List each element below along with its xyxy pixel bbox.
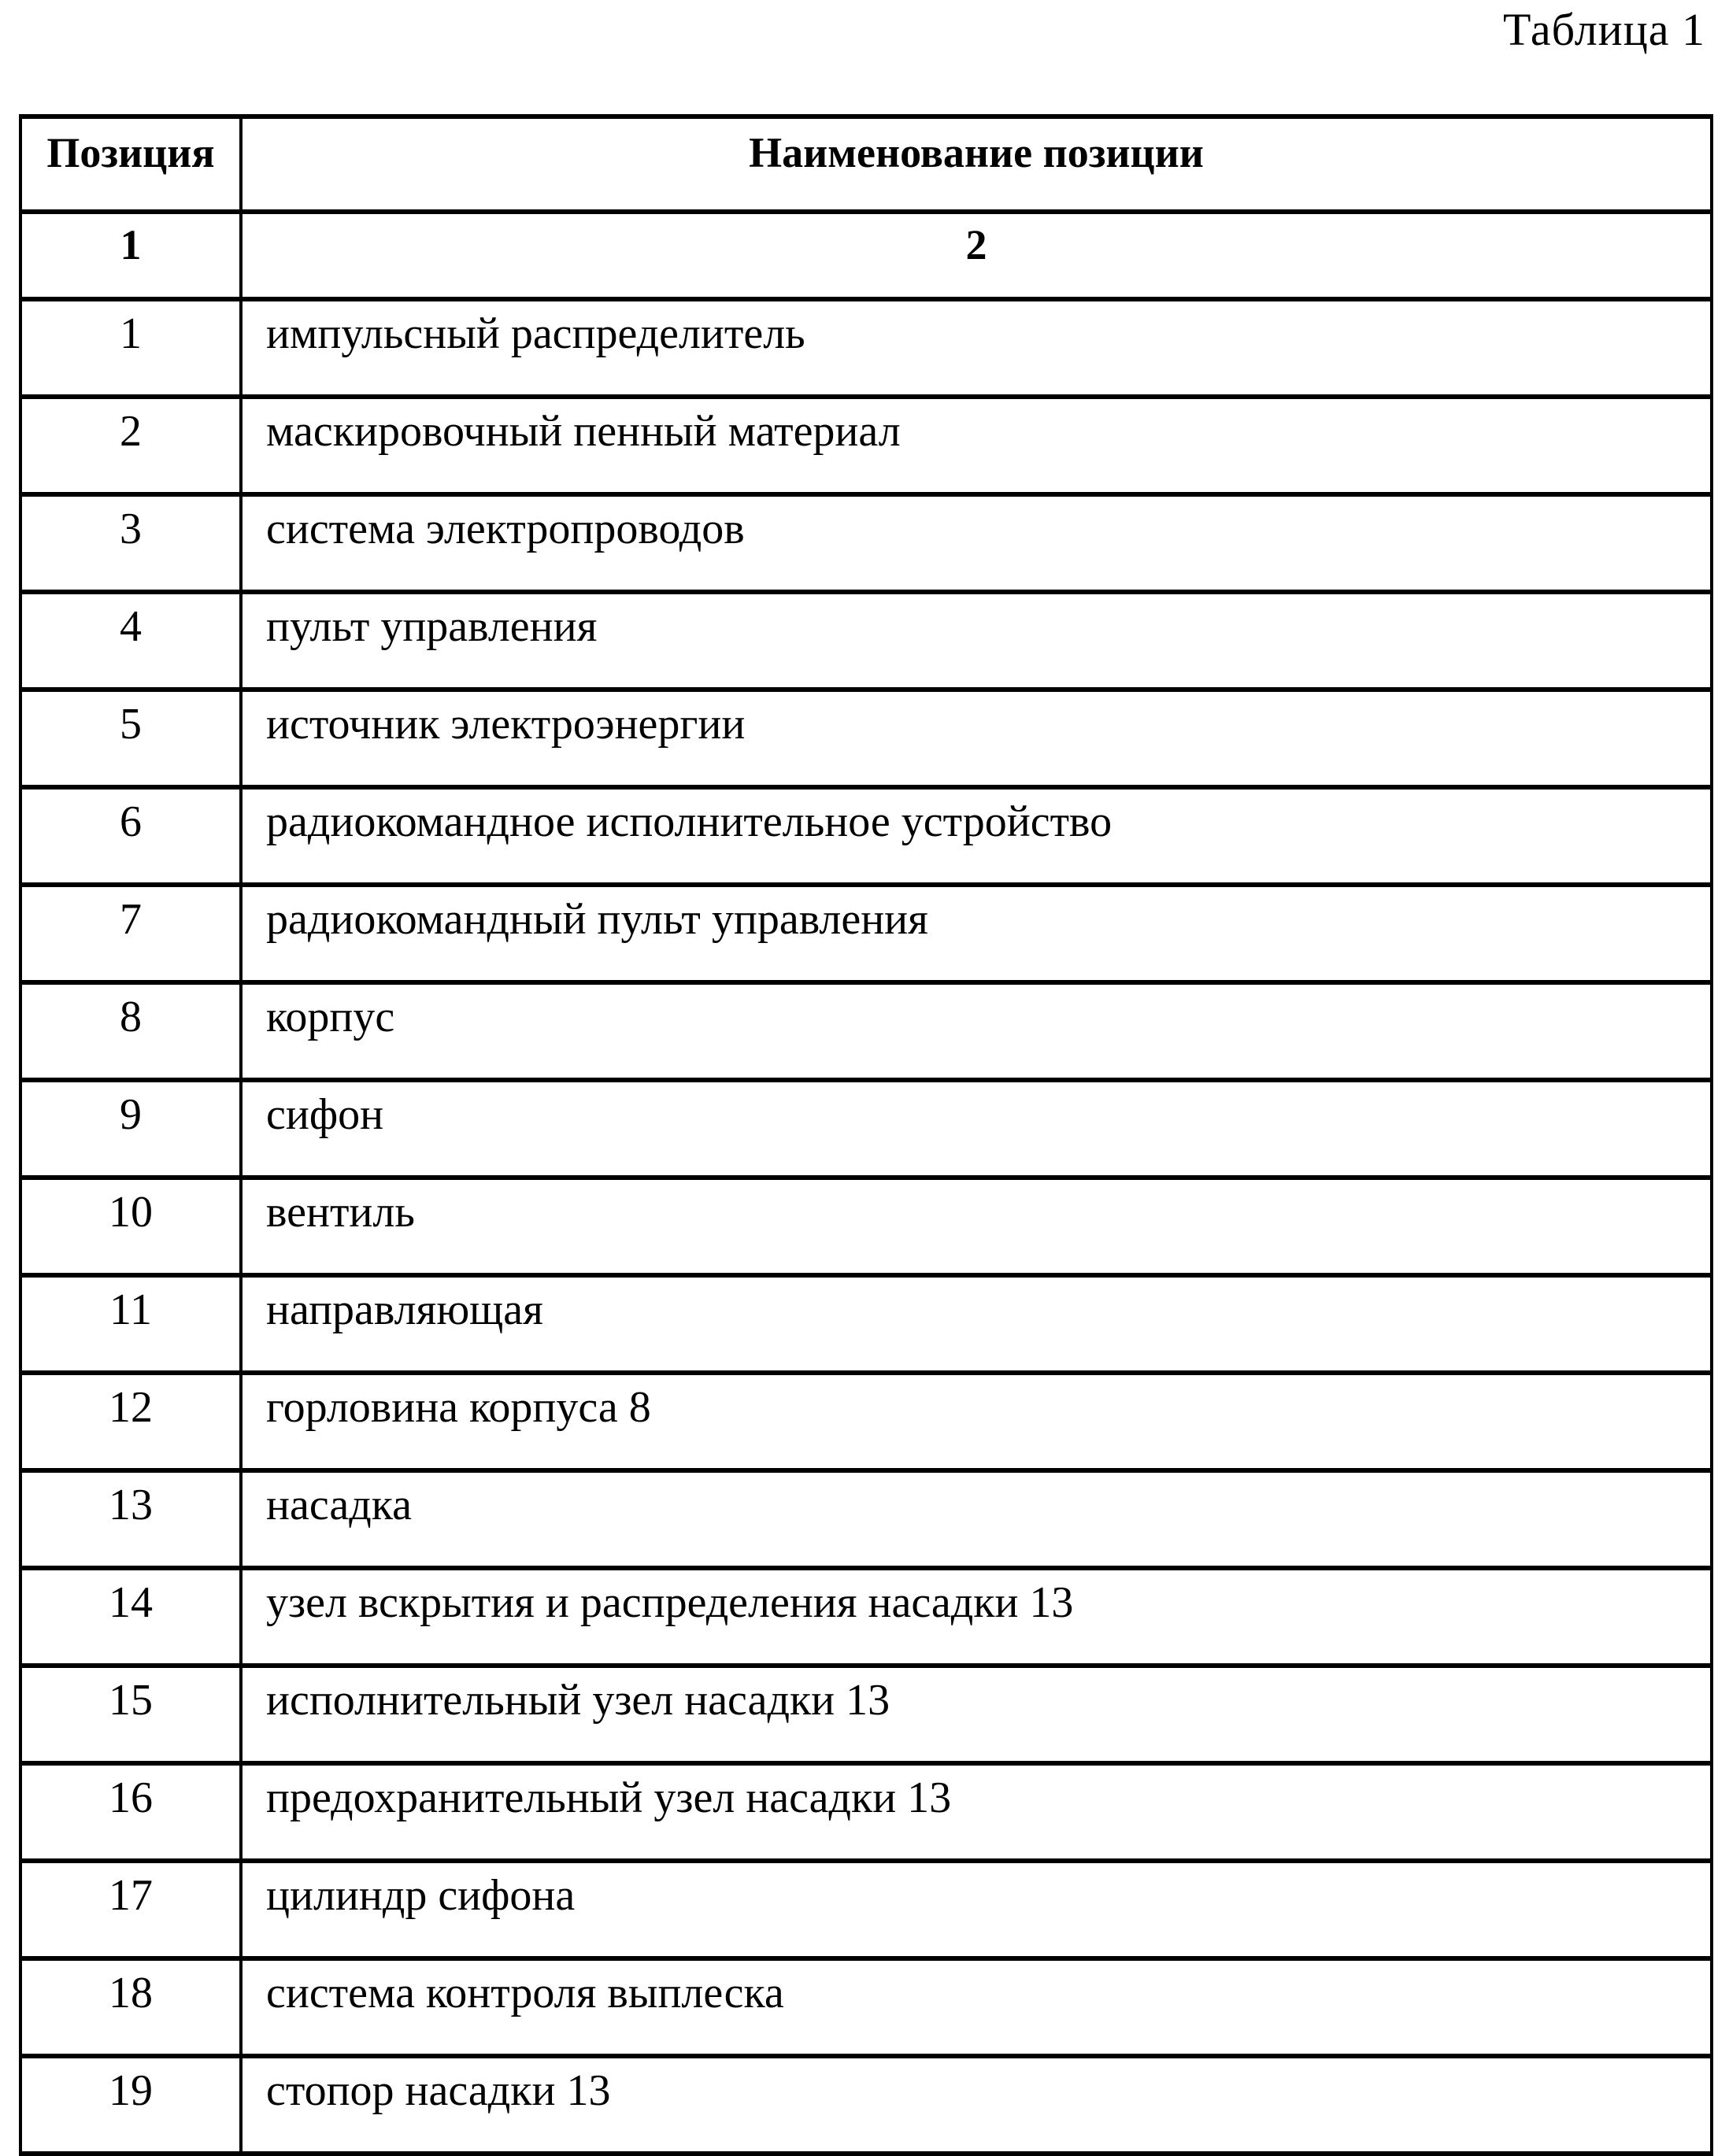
position-cell: 10 [20, 1178, 241, 1275]
table-row [20, 592, 1712, 690]
table-header-row [20, 116, 1712, 212]
table-row [20, 299, 1712, 397]
table-row [20, 1861, 1712, 1958]
name-cell: направляющая [241, 1275, 1712, 1373]
name-cell: радиокомандный пульт управления [241, 885, 1712, 982]
position-cell: 18 [20, 1958, 241, 2056]
position-cell: 16 [20, 1763, 241, 1861]
name-cell: горловина корпуса 8 [241, 1373, 1712, 1470]
position-cell: 8 [20, 982, 241, 1080]
position-cell: 3 [20, 494, 241, 592]
position-cell: 15 [20, 1666, 241, 1763]
position-cell: 4 [20, 592, 241, 690]
table-row [20, 1568, 1712, 1666]
name-cell: система электропроводов [241, 494, 1712, 592]
position-cell: 17 [20, 1861, 241, 1958]
table-row [20, 885, 1712, 982]
table-row [20, 1763, 1712, 1861]
table-row [20, 1470, 1712, 1568]
position-cell: 14 [20, 1568, 241, 1666]
position-cell: 9 [20, 1080, 241, 1178]
name-cell: система контроля выплеска [241, 1958, 1712, 2056]
column-number-cell-2: 2 [241, 212, 1712, 299]
name-cell: пульт управления [241, 592, 1712, 690]
name-cell: предохранительный узел насадки 13 [241, 1763, 1712, 1861]
position-cell: 5 [20, 690, 241, 787]
position-cell: 7 [20, 885, 241, 982]
position-cell: 13 [20, 1470, 241, 1568]
table-row [20, 494, 1712, 592]
table-row [20, 1373, 1712, 1470]
table-row [20, 1666, 1712, 1763]
table-row [20, 1178, 1712, 1275]
column-number-row [20, 212, 1712, 299]
table-row [20, 982, 1712, 1080]
header-cell-name: Наименование позиции [241, 116, 1712, 212]
table-row [20, 1080, 1712, 1178]
name-cell: сифон [241, 1080, 1712, 1178]
position-cell: 1 [20, 299, 241, 397]
position-cell: 2 [20, 397, 241, 494]
header-cell-position: Позиция [20, 116, 241, 212]
name-cell: цилиндр сифона [241, 1861, 1712, 1958]
table-row [20, 787, 1712, 885]
name-cell: источник электроэнергии [241, 690, 1712, 787]
name-cell: узел вскрытия и распределения насадки 13 [241, 1568, 1712, 1666]
table-row [20, 1275, 1712, 1373]
name-cell: исполнительный узел насадки 13 [241, 1666, 1712, 1763]
name-cell: маскировочный пенный материал [241, 397, 1712, 494]
column-number-cell-1: 1 [20, 212, 241, 299]
name-cell: стопор насадки 13 [241, 2056, 1712, 2154]
position-cell: 19 [20, 2056, 241, 2154]
table-row [20, 397, 1712, 494]
table-row [20, 2056, 1712, 2154]
position-cell: 11 [20, 1275, 241, 1373]
positions-table [19, 114, 1713, 2156]
name-cell: импульсный распределитель [241, 299, 1712, 397]
table-caption: Таблица 1 [1502, 4, 1705, 55]
table-row [20, 690, 1712, 787]
name-cell: вентиль [241, 1178, 1712, 1275]
position-cell: 12 [20, 1373, 241, 1470]
name-cell: радиокомандное исполнительное устройство [241, 787, 1712, 885]
table-row [20, 1958, 1712, 2056]
table-body [20, 299, 1712, 2154]
name-cell: корпус [241, 982, 1712, 1080]
position-cell: 6 [20, 787, 241, 885]
name-cell: насадка [241, 1470, 1712, 1568]
